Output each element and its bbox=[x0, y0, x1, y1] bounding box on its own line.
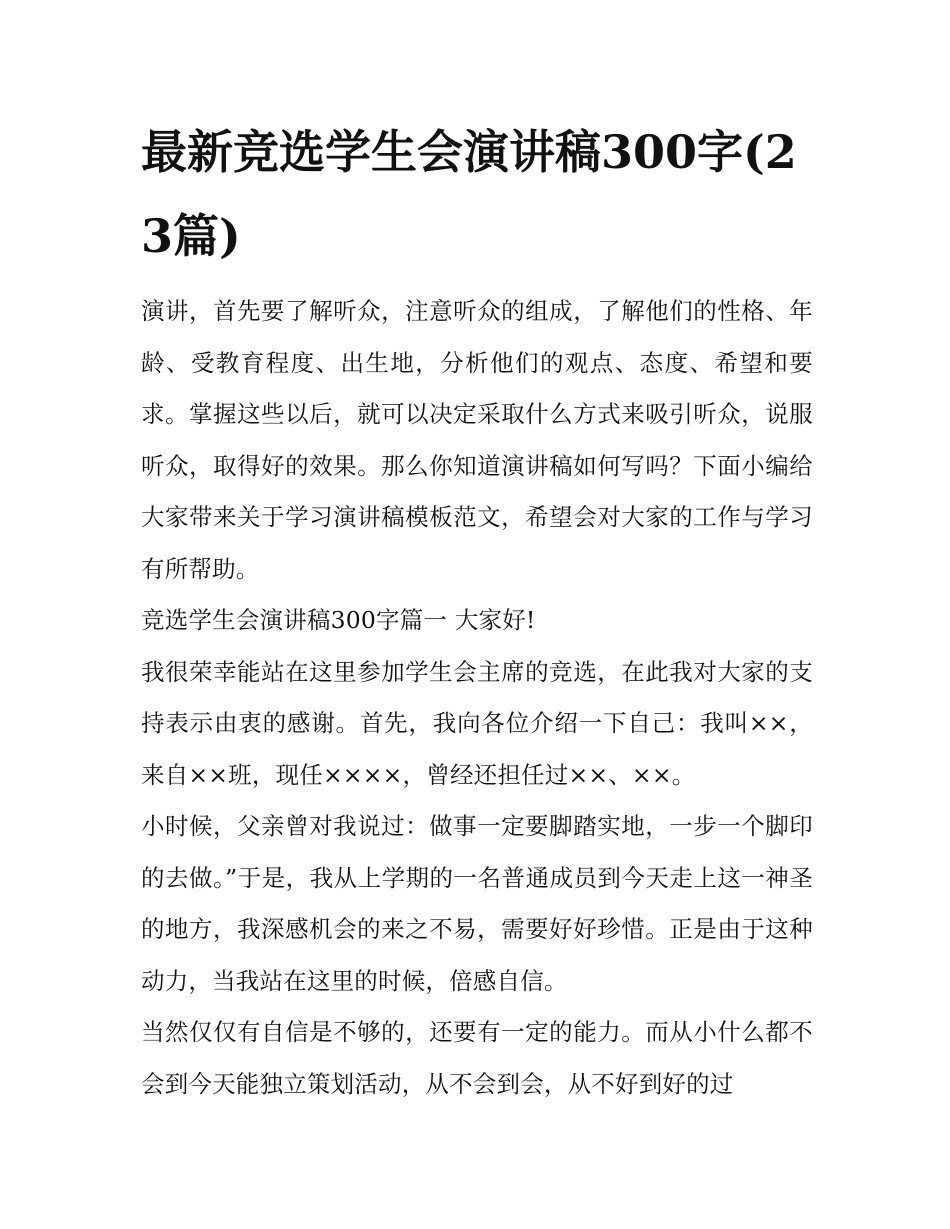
paragraph-intro: 演讲，首先要了解听众，注意听众的组成，了解他们的性格、年龄、受教育程度、出生地，分析他们的观点、态度、希望和要求。掌握这些以后，就可以决定采取什么方式来吸引听众，说服听众，取得好的效果。那么你知道演讲稿如何写吗？下面小编给大家带来关于学习演讲稿模板范文，希望会对大家的工作与学习有所帮助。 bbox=[141, 297, 813, 583]
document-title: 最新竞选学生会演讲稿300字(23篇) bbox=[141, 125, 797, 263]
paragraph-father-advice: 小时候，父亲曾对我说过：做事一定要脚踏实地，一步一个脚印的去做。”于是，我从上学期的一名普通成员到今天走上这一神圣的地方，我深感机会的来之不易，需要好好珍惜。正是由于这种动力，当我站在这里的时候，倍感自信。 bbox=[141, 812, 813, 995]
paragraph-self-introduction: 我很荣幸能站在这里参加学生会主席的竞选，在此我对大家的支持表示由衷的感谢。首先，我向各位介绍一下自己：我叫××，来自××班，现任××××，曾经还担任过××、××。 bbox=[141, 657, 813, 789]
document-page bbox=[141, 110, 813, 1110]
paragraph-section-heading: 竞选学生会演讲稿300字篇一 大家好! bbox=[141, 606, 536, 634]
paragraph-ability: 当然仅仅有自信是不够的，还要有一定的能力。而从小什么都不会到今天能独立策划活动，从不会到会，从不好到好的过 bbox=[141, 1018, 813, 1098]
